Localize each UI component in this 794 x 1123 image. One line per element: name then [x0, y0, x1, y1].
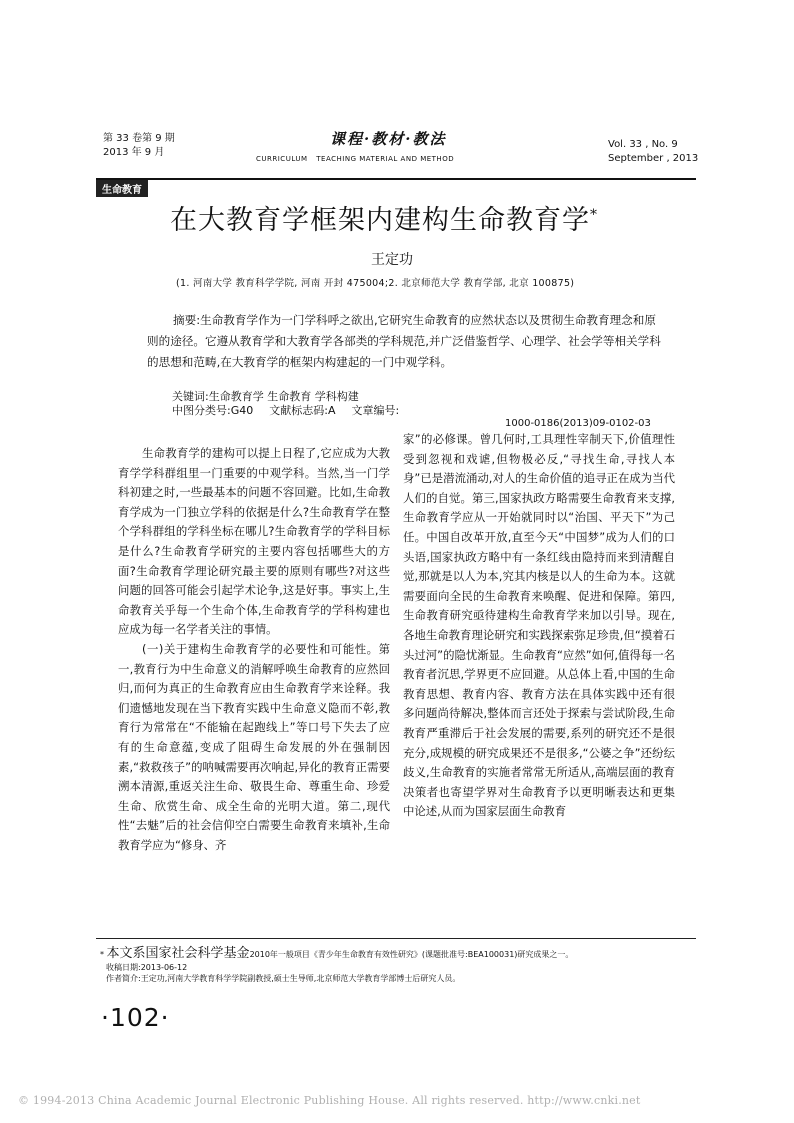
body-paragraph: (一)关于建构生命教育学的必要性和可能性。第一,教育行为中生命意义的消解呼唤生命教育的应然回归,而何为真正的生命教育应由生命教育学来诠释。我们遗憾地发现在当下教育实践中生命意义隐而不彰,教育行为常常在“不能输在起跑线上”等口号下失去了应有的生命意蕴,变成了阻碍生命发展的外在强制因素,“救救孩子”的呐喊需要再次响起,异化的教育正需要溯本清源,重返关注生命、敬畏生命、尊重生命、珍爱生命、欣赏生命、成全生命的光明大道。第二,现代性“去魅”后的社会信仰空白需要生命教育来填补,生命教育学应为“修身、齐 — [118, 641, 390, 852]
volume-cn: 第 33 卷第 9 期 — [103, 133, 175, 144]
footnote-rule — [96, 938, 696, 939]
received-date: 收稿日期:2013-06-12 — [106, 963, 188, 972]
body-paragraph: 生命教育学的建构可以提上日程了,它应成为大教育学学科群组里一门重要的中观学科。当然,当一门学科初建之时,一些最基本的问题不容回避。比如,生命教育学成为一门独立学科的依据是什么?生命教育学在整个学科群组的学科坐标在哪儿?生命教育学的学科目标是什么?生命教育学研究的主要内容包括哪些大的方面?生命教育学理论研究最主要的原则有哪些?对这些问题的回答可能会引起学术论争,这是好事。事实上,生命教育关乎每一个生命个体,生命教育学的学科构建也应成为每一名学者关注的事情。 — [118, 446, 390, 637]
body-column-right — [403, 430, 675, 822]
funding-footnote — [100, 942, 573, 961]
abstract-text: 摘要:生命教育学作为一门学科呼之欲出,它研究生命教育的应然状态以及贯彻生命教育理念和原则的途径。它遵从教育学和大教育学各部类的学科规范,并广泛借鉴哲学、心理学、社会学等相关学科的思想和范畴,在大教育学的框架内构建起的一门中观学科。 — [147, 313, 661, 369]
header-left — [103, 132, 175, 160]
keywords: 关键词:生命教育学 生命教育 学科构建 — [172, 390, 359, 403]
funding-footnote-rest: 2010年一般项目《青少年生命教育有效性研究》(课题批准号:BEA100031)研究成果之一。 — [249, 950, 574, 959]
abstract — [147, 310, 667, 373]
journal-name-en — [256, 155, 460, 163]
title-footnote-mark: * — [590, 207, 598, 223]
body-column-left — [118, 444, 390, 855]
article-number-label: 文章编号: — [351, 404, 400, 417]
article-number: 1000-0186(2013)09-0102-03 — [505, 418, 651, 429]
body-paragraph: 家”的必修课。曾几何时,工具理性宰制天下,价值理性受到忽视和戏谑,但物极必反,“寻找生命,寻找人本身”已是潜流涌动,对人的生命价值的追寻正在成为当代人们的自觉。第三,国家执政方略需要生命教育来支撑,生命教育学应从一开始就同时以“治国、平天下”为己任。中国自改革开放,直至今天“中国梦”成为人们的口头语,国家执政方略中有一条红线由隐持而来到清醒自觉,那就是以人为本,究其内核是以人的生命为本。这就需要面向全民的生命教育来唤醒、促进和保障。第四,生命教育研究亟待建构生命教育学来加以引导。现在,各地生命教育理论研究和实践探索弥足珍贵,但“摸着石头过河”的隐忧渐显。生命教育“应然”如何,值得每一名教育者沉思,学界更不应回避。从总体上看,中国的生命教育思想、教育内容、教育方法在具体实践中还有很多问题尚待解决,整体而言还处于探索与尝试阶段,生命教育严重滞后于社会发展的需要,系列的研究还不是很充分,成规模的研究成果还不是很多,“公婆之争”还纷纭歧义,生命教育的实施者常常无所适从,高端层面的教育决策者也寄望学界对生命教育予以更明晰表达和更集中论述,从而为国家层面生命教育 — [403, 432, 675, 819]
document-code: 文献标志码:A — [269, 404, 336, 417]
article-title-text: 在大教育学框架内建构生命教育学 — [170, 205, 590, 236]
classification-line — [172, 404, 399, 418]
header-right — [608, 138, 698, 166]
journal-name-en-1: CURRICULUM — [256, 155, 308, 163]
clc-number: 中图分类号:G40 — [172, 404, 254, 417]
author-affiliation: (1. 河南大学 教育科学学院, 河南 开封 475004;2. 北京师范大学 教育学部, 北京 100875) — [176, 278, 575, 289]
article-title — [170, 198, 598, 237]
funding-footnote-lead: 本文系国家社会科学基金 — [106, 946, 250, 961]
author-footnote — [106, 962, 460, 984]
date-en: September , 2013 — [608, 153, 699, 164]
footnote-mark: * — [100, 950, 104, 959]
journal-name-en-2: TEACHING MATERIAL AND METHOD — [316, 155, 455, 163]
header-rule — [96, 178, 696, 180]
section-tag: 生命教育 — [96, 180, 148, 197]
author-name: 王定功 — [371, 252, 413, 268]
author-bio: 作者简介:王定功,河南大学教育科学学院副教授,硕士生导师,北京师范大学教育学部博士后研究人员。 — [106, 974, 461, 983]
copyright-watermark: © 1994-2013 China Academic Journal Electronic Publishing House. All rights reserved. http://www.cnki.net — [18, 1094, 641, 1107]
volume-en: Vol. 33 , No. 9 — [608, 139, 678, 150]
page-number: ·102· — [101, 1003, 170, 1032]
journal-logo: 课程·教材·教法 — [330, 130, 447, 148]
date-cn: 2013 年 9 月 — [103, 147, 165, 158]
